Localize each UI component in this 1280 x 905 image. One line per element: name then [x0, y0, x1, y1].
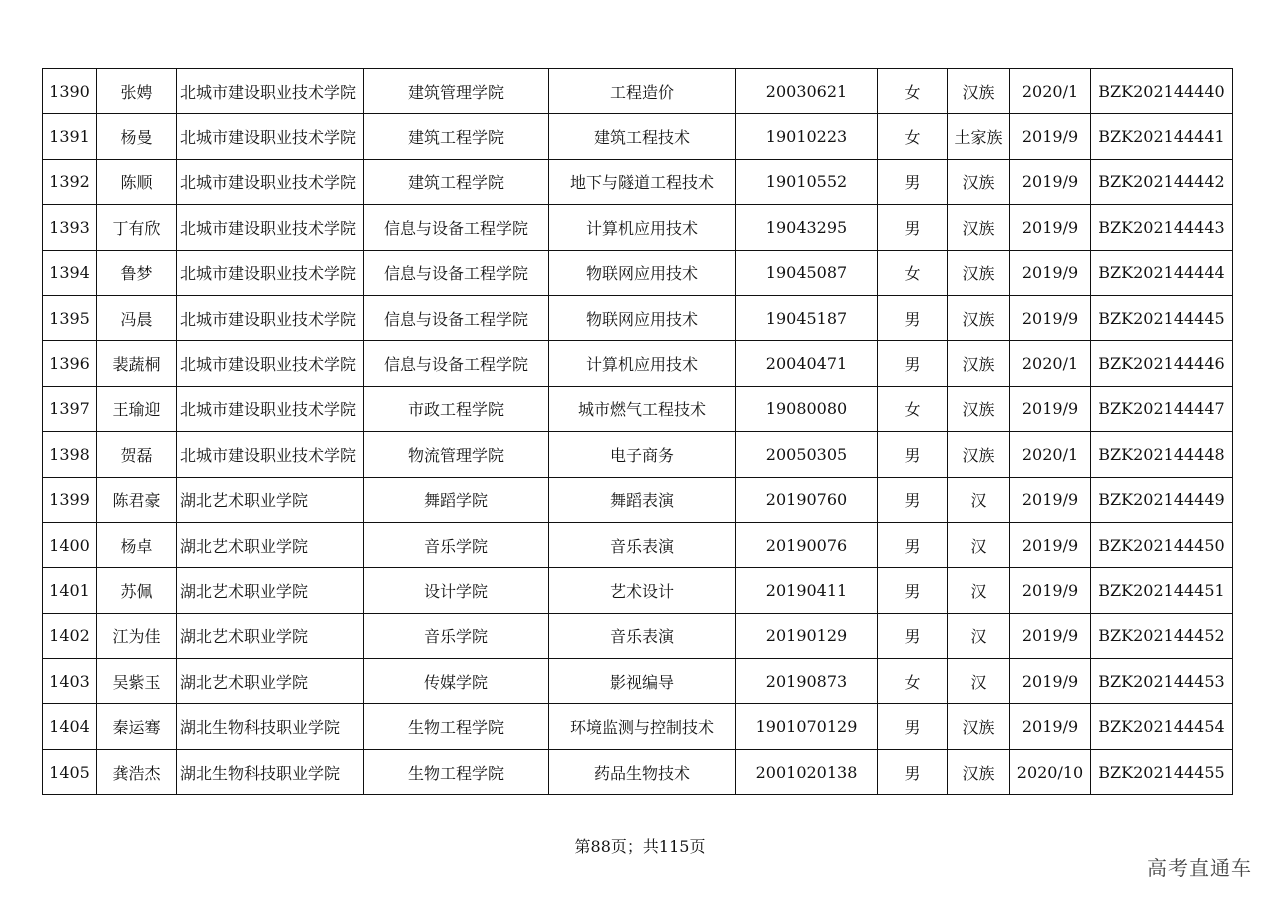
enroll-date-cell: 2019/9 — [1010, 568, 1091, 613]
name-cell: 龚浩杰 — [97, 749, 177, 794]
college-cell: 音乐学院 — [364, 613, 549, 658]
school-cell: 北城市建设职业技术学院 — [177, 432, 364, 477]
page-number: 第88页；共115页 — [574, 837, 706, 856]
record-id-cell: BZK202144440 — [1091, 69, 1233, 114]
enroll-date-cell: 2019/9 — [1010, 205, 1091, 250]
record-id-cell: BZK202144443 — [1091, 205, 1233, 250]
college-cell: 生物工程学院 — [364, 704, 549, 749]
record-id-cell: BZK202144441 — [1091, 114, 1233, 159]
gender-cell: 男 — [878, 341, 948, 386]
name-cell: 杨卓 — [97, 522, 177, 567]
student-id-cell: 19043295 — [736, 205, 878, 250]
enroll-date-cell: 2020/10 — [1010, 749, 1091, 794]
name-cell: 秦运骞 — [97, 704, 177, 749]
college-cell: 生物工程学院 — [364, 749, 549, 794]
enroll-date-cell: 2019/9 — [1010, 250, 1091, 295]
college-cell: 信息与设备工程学院 — [364, 250, 549, 295]
table-row — [43, 205, 1233, 250]
record-id-cell: BZK202144442 — [1091, 159, 1233, 204]
ethnicity-cell: 汉 — [948, 613, 1010, 658]
record-id-cell: BZK202144455 — [1091, 749, 1233, 794]
ethnicity-cell: 汉族 — [948, 341, 1010, 386]
gender-cell: 男 — [878, 613, 948, 658]
table-row — [43, 159, 1233, 204]
seq-cell: 1390 — [43, 69, 97, 114]
school-cell: 湖北艺术职业学院 — [177, 659, 364, 704]
major-cell: 计算机应用技术 — [549, 205, 736, 250]
student-id-cell: 1901070129 — [736, 704, 878, 749]
name-cell: 裴蔬桐 — [97, 341, 177, 386]
ethnicity-cell: 土家族 — [948, 114, 1010, 159]
major-cell: 药品生物技术 — [549, 749, 736, 794]
watermark-logo: 高考直通车 — [1147, 856, 1252, 880]
record-id-cell: BZK202144453 — [1091, 659, 1233, 704]
seq-cell: 1401 — [43, 568, 97, 613]
seq-cell: 1394 — [43, 250, 97, 295]
record-id-cell: BZK202144451 — [1091, 568, 1233, 613]
student-id-cell: 20190129 — [736, 613, 878, 658]
name-cell: 苏佩 — [97, 568, 177, 613]
enroll-date-cell: 2019/9 — [1010, 386, 1091, 431]
gender-cell: 男 — [878, 522, 948, 567]
enroll-date-cell: 2019/9 — [1010, 114, 1091, 159]
school-cell: 湖北艺术职业学院 — [177, 613, 364, 658]
school-cell: 北城市建设职业技术学院 — [177, 250, 364, 295]
seq-cell: 1399 — [43, 477, 97, 522]
major-cell: 计算机应用技术 — [549, 341, 736, 386]
name-cell: 江为佳 — [97, 613, 177, 658]
name-cell: 吴紫玉 — [97, 659, 177, 704]
record-id-cell: BZK202144447 — [1091, 386, 1233, 431]
enroll-date-cell: 2019/9 — [1010, 477, 1091, 522]
college-cell: 信息与设备工程学院 — [364, 295, 549, 340]
enroll-date-cell: 2020/1 — [1010, 432, 1091, 477]
ethnicity-cell: 汉 — [948, 659, 1010, 704]
school-cell: 北城市建设职业技术学院 — [177, 386, 364, 431]
record-id-cell: BZK202144444 — [1091, 250, 1233, 295]
record-id-cell: BZK202144448 — [1091, 432, 1233, 477]
name-cell: 冯晨 — [97, 295, 177, 340]
seq-cell: 1400 — [43, 522, 97, 567]
student-id-cell: 20190076 — [736, 522, 878, 567]
school-cell: 湖北生物科技职业学院 — [177, 704, 364, 749]
gender-cell: 男 — [878, 477, 948, 522]
name-cell: 丁有欣 — [97, 205, 177, 250]
seq-cell: 1403 — [43, 659, 97, 704]
ethnicity-cell: 汉族 — [948, 749, 1010, 794]
table-row — [43, 477, 1233, 522]
college-cell: 音乐学院 — [364, 522, 549, 567]
table-row — [43, 704, 1233, 749]
school-cell: 湖北艺术职业学院 — [177, 477, 364, 522]
student-id-cell: 2001020138 — [736, 749, 878, 794]
enroll-date-cell: 2020/1 — [1010, 341, 1091, 386]
college-cell: 建筑管理学院 — [364, 69, 549, 114]
student-roster-table — [42, 68, 1233, 795]
table-row — [43, 659, 1233, 704]
student-id-cell: 20030621 — [736, 69, 878, 114]
college-cell: 建筑工程学院 — [364, 114, 549, 159]
student-id-cell: 20190411 — [736, 568, 878, 613]
ethnicity-cell: 汉 — [948, 568, 1010, 613]
enroll-date-cell: 2019/9 — [1010, 522, 1091, 567]
table-row — [43, 568, 1233, 613]
major-cell: 工程造价 — [549, 69, 736, 114]
table-row — [43, 250, 1233, 295]
name-cell: 鲁梦 — [97, 250, 177, 295]
table-row — [43, 749, 1233, 794]
college-cell: 物流管理学院 — [364, 432, 549, 477]
enroll-date-cell: 2019/9 — [1010, 613, 1091, 658]
student-id-cell: 19045087 — [736, 250, 878, 295]
name-cell: 张娉 — [97, 69, 177, 114]
ethnicity-cell: 汉 — [948, 477, 1010, 522]
major-cell: 地下与隧道工程技术 — [549, 159, 736, 204]
gender-cell: 男 — [878, 432, 948, 477]
table-row — [43, 386, 1233, 431]
ethnicity-cell: 汉族 — [948, 205, 1010, 250]
gender-cell: 女 — [878, 114, 948, 159]
school-cell: 北城市建设职业技术学院 — [177, 159, 364, 204]
seq-cell: 1402 — [43, 613, 97, 658]
college-cell: 建筑工程学院 — [364, 159, 549, 204]
gender-cell: 男 — [878, 295, 948, 340]
college-cell: 市政工程学院 — [364, 386, 549, 431]
school-cell: 湖北生物科技职业学院 — [177, 749, 364, 794]
gender-cell: 女 — [878, 659, 948, 704]
gender-cell: 男 — [878, 159, 948, 204]
enroll-date-cell: 2019/9 — [1010, 295, 1091, 340]
seq-cell: 1396 — [43, 341, 97, 386]
table-row — [43, 341, 1233, 386]
school-cell: 湖北艺术职业学院 — [177, 522, 364, 567]
gender-cell: 男 — [878, 704, 948, 749]
student-id-cell: 19010223 — [736, 114, 878, 159]
college-cell: 信息与设备工程学院 — [364, 205, 549, 250]
major-cell: 音乐表演 — [549, 522, 736, 567]
gender-cell: 男 — [878, 568, 948, 613]
table-row — [43, 69, 1233, 114]
gender-cell: 男 — [878, 749, 948, 794]
enroll-date-cell: 2019/9 — [1010, 659, 1091, 704]
ethnicity-cell: 汉族 — [948, 704, 1010, 749]
name-cell: 陈君豪 — [97, 477, 177, 522]
name-cell: 杨曼 — [97, 114, 177, 159]
seq-cell: 1393 — [43, 205, 97, 250]
major-cell: 建筑工程技术 — [549, 114, 736, 159]
table-row — [43, 522, 1233, 567]
school-cell: 北城市建设职业技术学院 — [177, 341, 364, 386]
record-id-cell: BZK202144446 — [1091, 341, 1233, 386]
college-cell: 传媒学院 — [364, 659, 549, 704]
record-id-cell: BZK202144450 — [1091, 522, 1233, 567]
enroll-date-cell: 2019/9 — [1010, 704, 1091, 749]
gender-cell: 女 — [878, 250, 948, 295]
college-cell: 信息与设备工程学院 — [364, 341, 549, 386]
seq-cell: 1392 — [43, 159, 97, 204]
college-cell: 舞蹈学院 — [364, 477, 549, 522]
gender-cell: 女 — [878, 386, 948, 431]
student-id-cell: 20050305 — [736, 432, 878, 477]
student-id-cell: 19010552 — [736, 159, 878, 204]
major-cell: 舞蹈表演 — [549, 477, 736, 522]
major-cell: 物联网应用技术 — [549, 295, 736, 340]
ethnicity-cell: 汉族 — [948, 250, 1010, 295]
seq-cell: 1398 — [43, 432, 97, 477]
name-cell: 王瑜迎 — [97, 386, 177, 431]
student-id-cell: 20190873 — [736, 659, 878, 704]
major-cell: 环境监测与控制技术 — [549, 704, 736, 749]
ethnicity-cell: 汉族 — [948, 386, 1010, 431]
record-id-cell: BZK202144445 — [1091, 295, 1233, 340]
name-cell: 陈顺 — [97, 159, 177, 204]
college-cell: 设计学院 — [364, 568, 549, 613]
seq-cell: 1397 — [43, 386, 97, 431]
seq-cell: 1395 — [43, 295, 97, 340]
student-id-cell: 19045187 — [736, 295, 878, 340]
major-cell: 城市燃气工程技术 — [549, 386, 736, 431]
roster-body — [43, 69, 1233, 795]
school-cell: 北城市建设职业技术学院 — [177, 205, 364, 250]
school-cell: 北城市建设职业技术学院 — [177, 69, 364, 114]
major-cell: 电子商务 — [549, 432, 736, 477]
student-id-cell: 19080080 — [736, 386, 878, 431]
name-cell: 贺磊 — [97, 432, 177, 477]
ethnicity-cell: 汉族 — [948, 159, 1010, 204]
school-cell: 北城市建设职业技术学院 — [177, 114, 364, 159]
table-row — [43, 295, 1233, 340]
seq-cell: 1404 — [43, 704, 97, 749]
enroll-date-cell: 2019/9 — [1010, 159, 1091, 204]
major-cell: 艺术设计 — [549, 568, 736, 613]
ethnicity-cell: 汉族 — [948, 69, 1010, 114]
school-cell: 北城市建设职业技术学院 — [177, 295, 364, 340]
gender-cell: 男 — [878, 205, 948, 250]
record-id-cell: BZK202144454 — [1091, 704, 1233, 749]
table-row — [43, 613, 1233, 658]
table-row — [43, 432, 1233, 477]
school-cell: 湖北艺术职业学院 — [177, 568, 364, 613]
table-row — [43, 114, 1233, 159]
major-cell: 影视编导 — [549, 659, 736, 704]
major-cell: 物联网应用技术 — [549, 250, 736, 295]
student-id-cell: 20040471 — [736, 341, 878, 386]
record-id-cell: BZK202144452 — [1091, 613, 1233, 658]
major-cell: 音乐表演 — [549, 613, 736, 658]
ethnicity-cell: 汉族 — [948, 432, 1010, 477]
seq-cell: 1405 — [43, 749, 97, 794]
student-id-cell: 20190760 — [736, 477, 878, 522]
gender-cell: 女 — [878, 69, 948, 114]
seq-cell: 1391 — [43, 114, 97, 159]
enroll-date-cell: 2020/1 — [1010, 69, 1091, 114]
record-id-cell: BZK202144449 — [1091, 477, 1233, 522]
ethnicity-cell: 汉族 — [948, 295, 1010, 340]
ethnicity-cell: 汉 — [948, 522, 1010, 567]
